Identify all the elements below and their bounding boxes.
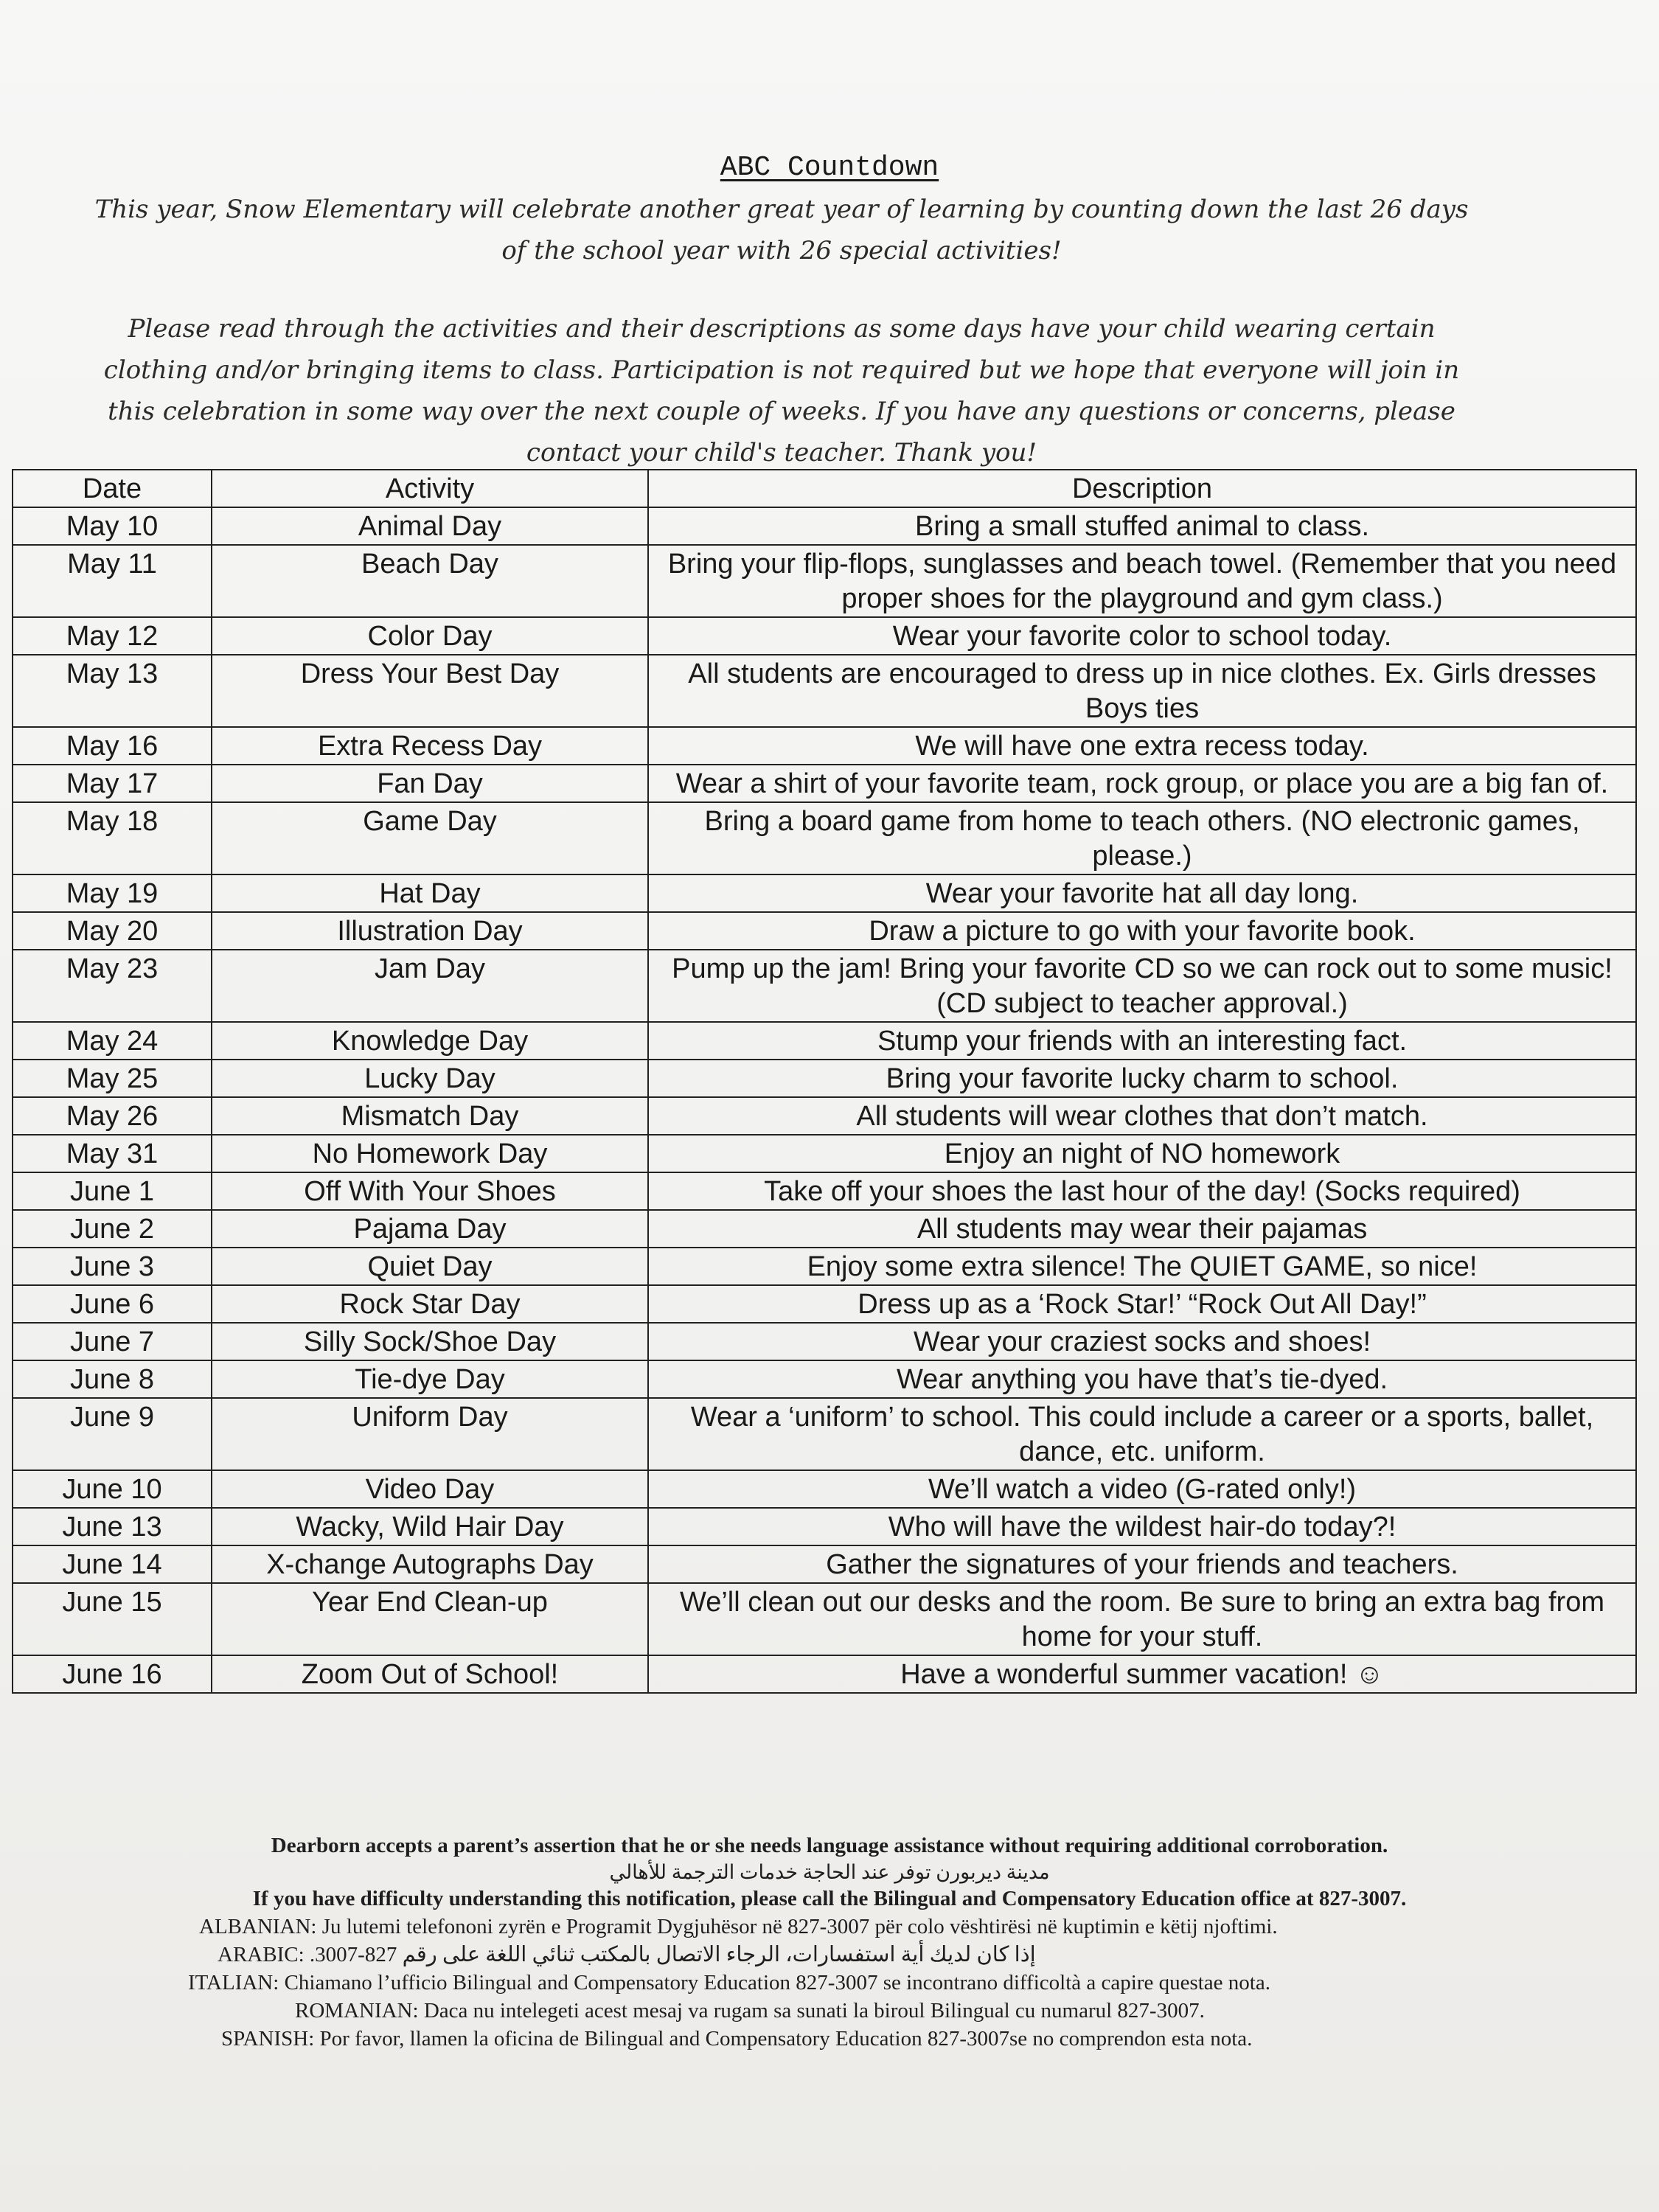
cell-description: Wear your craziest socks and shoes! [648,1323,1636,1360]
cell-activity: Quiet Day [212,1248,648,1285]
cell-activity: Wacky, Wild Hair Day [212,1508,648,1545]
cell-activity: Game Day [212,802,648,874]
table-row [13,1398,1636,1470]
cell-date: May 25 [13,1060,212,1097]
cell-date: June 8 [13,1360,212,1398]
cell-date: June 13 [13,1508,212,1545]
table-row [13,1360,1636,1398]
cell-activity: Zoom Out of School! [212,1655,648,1693]
cell-activity: Fan Day [212,765,648,802]
cell-date: June 3 [13,1248,212,1285]
intro-paragraph-2: Please read through the activities and their descriptions as some days have your child wearing certain clothing and/or bringing items to class. Participation is not required but we hope that everyone will join in this celebration in some way over the next couple of weeks. If you have any questions or concerns, please contact your child's teacher. Thank you! [103,314,1460,467]
cell-description: We will have one extra recess today. [648,727,1636,765]
cell-activity: Uniform Day [212,1398,648,1470]
cell-description: Take off your shoes the last hour of the day! (Socks required) [648,1172,1636,1210]
cell-date: June 15 [13,1583,212,1655]
cell-description: Wear your favorite hat all day long. [648,874,1636,912]
cell-description: We’ll clean out our desks and the room. Be sure to bring an extra bag from home for your stuff. [648,1583,1636,1655]
language-line-italian [44,1969,1615,1997]
table-row [13,802,1636,874]
cell-date: June 9 [13,1398,212,1470]
cell-activity: Color Day [212,617,648,655]
cell-description: We’ll watch a video (G-rated only!) [648,1470,1636,1508]
cell-date: June 6 [13,1285,212,1323]
cell-description: Who will have the wildest hair-do today?! [648,1508,1636,1545]
table-row [13,1583,1636,1655]
cell-activity: Lucky Day [212,1060,648,1097]
cell-activity: Pajama Day [212,1210,648,1248]
language-text: Por favor, llamen la oficina de Bilingual and Compensatory Education 827-3007se no comprendon esta nota. [319,2027,1253,2051]
language-line-spanish [44,2025,1615,2053]
cell-description: All students are encouraged to dress up in nice clothes. Ex. Girls dresses Boys ties [648,655,1636,727]
table-row [13,1210,1636,1248]
cell-date: May 12 [13,617,212,655]
cell-activity: Extra Recess Day [212,727,648,765]
cell-date: May 11 [13,545,212,617]
header-description: Description [648,470,1636,507]
table-row [13,1285,1636,1323]
cell-date: June 1 [13,1172,212,1210]
cell-activity: Tie-dye Day [212,1360,648,1398]
cell-date: May 23 [13,950,212,1022]
table-row [13,1545,1636,1583]
table-row [13,765,1636,802]
table-row [13,727,1636,765]
cell-activity: X-change Autographs Day [212,1545,648,1583]
cell-date: May 31 [13,1135,212,1172]
cell-activity: Knowledge Day [212,1022,648,1060]
cell-activity: Illustration Day [212,912,648,950]
table-body [13,507,1636,1693]
cell-description: Wear anything you have that’s tie-dyed. [648,1360,1636,1398]
cell-description: Stump your friends with an interesting fact. [648,1022,1636,1060]
language-text: Chiamano l’ufficio Bilingual and Compensatory Education 827-3007 se incontrano difficoltà a capire questae nota. [284,1971,1270,1994]
assertion-notice: Dearborn accepts a parent’s assertion that he or she needs language assistance without requiring additional corroboration. [271,1834,1388,1857]
countdown-table [12,469,1637,1694]
table-row [13,1248,1636,1285]
footer-notice [44,1832,1615,2053]
cell-description: Wear a ‘uniform’ to school. This could include a career or a sports, ballet, dance, etc. uniform. [648,1398,1636,1470]
difficulty-notice: If you have difficulty understanding this notification, please call the Bilingual and Compensatory Education office at 827-3007. [252,1887,1407,1910]
cell-date: May 18 [13,802,212,874]
table-row [13,655,1636,727]
page-title: ABC Countdown [720,152,939,184]
table-row [13,507,1636,545]
cell-description: Dress up as a ‘Rock Star!’ “Rock Out All Day!” [648,1285,1636,1323]
cell-activity: Mismatch Day [212,1097,648,1135]
cell-activity: No Homework Day [212,1135,648,1172]
cell-activity: Off With Your Shoes [212,1172,648,1210]
cell-description: Enjoy some extra silence! The QUIET GAME, so nice! [648,1248,1636,1285]
arabic-assertion: مدينة ديربورن توفر عند الحاجة خدمات الترجمة للأهالي [609,1861,1050,1883]
cell-date: June 14 [13,1545,212,1583]
cell-activity: Dress Your Best Day [212,655,648,727]
cell-description: Gather the signatures of your friends and teachers. [648,1545,1636,1583]
table-header-row [13,470,1636,507]
header-activity: Activity [212,470,648,507]
cell-activity: Year End Clean-up [212,1583,648,1655]
cell-description: All students will wear clothes that don’t match. [648,1097,1636,1135]
cell-date: June 16 [13,1655,212,1693]
cell-activity: Beach Day [212,545,648,617]
cell-activity: Jam Day [212,950,648,1022]
cell-description: All students may wear their pajamas [648,1210,1636,1248]
language-label: ITALIAN: [188,1971,279,1994]
table-row [13,1172,1636,1210]
cell-date: June 10 [13,1470,212,1508]
cell-description: Wear a shirt of your favorite team, rock group, or place you are a big fan of. [648,765,1636,802]
cell-description: Have a wonderful summer vacation! ☺ [648,1655,1636,1693]
cell-date: May 19 [13,874,212,912]
language-label: ARABIC: [218,1943,305,1966]
cell-date: May 24 [13,1022,212,1060]
table-row [13,950,1636,1022]
table-row [13,545,1636,617]
table-row [13,1655,1636,1693]
language-line-arabic [44,1941,1615,1969]
cell-description: Enjoy an night of NO homework [648,1135,1636,1172]
cell-date: May 10 [13,507,212,545]
table-row [13,1060,1636,1097]
cell-date: May 26 [13,1097,212,1135]
table-row [13,874,1636,912]
cell-activity: Hat Day [212,874,648,912]
cell-description: Bring your favorite lucky charm to school. [648,1060,1636,1097]
table-row [13,1135,1636,1172]
cell-description: Bring a board game from home to teach others. (NO electronic games, please.) [648,802,1636,874]
cell-date: May 16 [13,727,212,765]
cell-description: Pump up the jam! Bring your favorite CD so we can rock out to some music! (CD subject to teacher approval.) [648,950,1636,1022]
header-date: Date [13,470,212,507]
cell-description: Wear your favorite color to school today. [648,617,1636,655]
cell-activity: Video Day [212,1470,648,1508]
cell-description: Draw a picture to go with your favorite book. [648,912,1636,950]
language-line-romanian [44,1997,1615,2025]
language-text: إذا كان لديك أية استفسارات، الرجاء الاتصال بالمكتب ثنائي اللغة على رقم 827-3007. [309,1943,1036,1966]
table-row [13,912,1636,950]
language-label: SPANISH: [221,2027,315,2051]
table-row [13,1323,1636,1360]
cell-date: May 20 [13,912,212,950]
cell-activity: Silly Sock/Shoe Day [212,1323,648,1360]
language-label: ROMANIAN: [295,1999,419,2023]
language-text: Ju lutemi telefononi zyrën e Programit Dygjuhësor në 827-3007 për colo vështirësi në kuptimin e këtij njoftimi. [321,1915,1278,1938]
cell-date: May 17 [13,765,212,802]
table-row [13,617,1636,655]
cell-description: Bring a small stuffed animal to class. [648,507,1636,545]
intro-paragraph-1: This year, Snow Elementary will celebrate another great year of learning by counting down the last 26 days of the school year with 26 special activities! [94,195,1469,265]
table-row [13,1022,1636,1060]
table-row [13,1508,1636,1545]
cell-date: June 7 [13,1323,212,1360]
cell-activity: Animal Day [212,507,648,545]
language-line-albanian [44,1913,1615,1941]
cell-date: June 2 [13,1210,212,1248]
cell-date: May 13 [13,655,212,727]
language-text: Daca nu intelegeti acest mesaj va rugam sa sunati la biroul Bilingual cu numarul 827-3007. [423,1999,1205,2023]
cell-activity: Rock Star Day [212,1285,648,1323]
table-row [13,1470,1636,1508]
language-label: ALBANIAN: [199,1915,317,1938]
cell-description: Bring your flip-flops, sunglasses and beach towel. (Remember that you need proper shoes for the playground and gym class.) [648,545,1636,617]
table-row [13,1097,1636,1135]
